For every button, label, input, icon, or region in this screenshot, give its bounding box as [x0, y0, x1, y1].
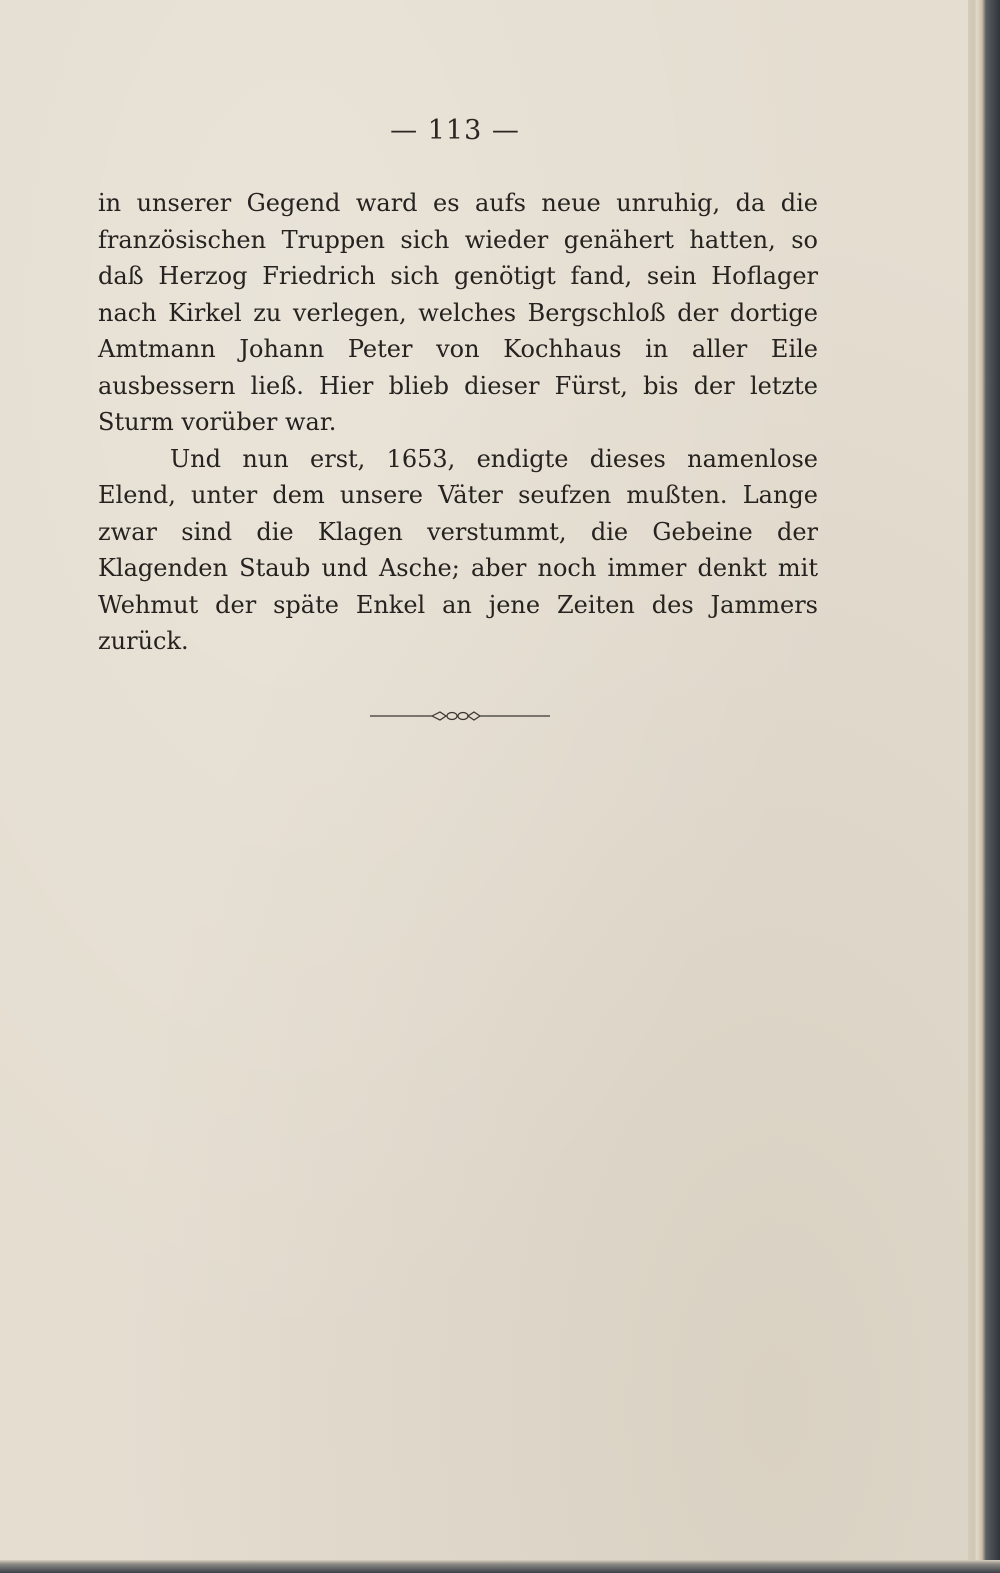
page-edge — [968, 0, 1000, 1573]
page-number-header: — 113 — — [390, 115, 520, 146]
divider-ornament-icon — [370, 706, 550, 726]
body-text — [98, 185, 818, 660]
page-bottom-edge — [0, 1560, 1000, 1573]
paragraph-1: in unserer Gegend ward es aufs neue unruhig, da die französischen Truppen sich wieder genähert hatten, so daß Herzog Friedrich sich genötigt fand, sein Hoflager nach Kirkel zu verlegen, welches Bergschloß der dortige Amtmann Johann Peter von Kochhaus in aller Eile ausbessern ließ. Hier blieb dieser Fürst, bis der letzte Sturm vorüber war. — [98, 189, 818, 436]
paragraph-2: Und nun erst, 1653, endigte dieses namenlose Elend, unter dem unsere Väter seufzen mußten. Lange zwar sind die Klagen verstummt, die Gebeine der Klagenden Staub und Asche; aber noch immer denkt mit Wehmut der späte Enkel an jene Zeiten des Jammers zurück. — [98, 444, 818, 655]
